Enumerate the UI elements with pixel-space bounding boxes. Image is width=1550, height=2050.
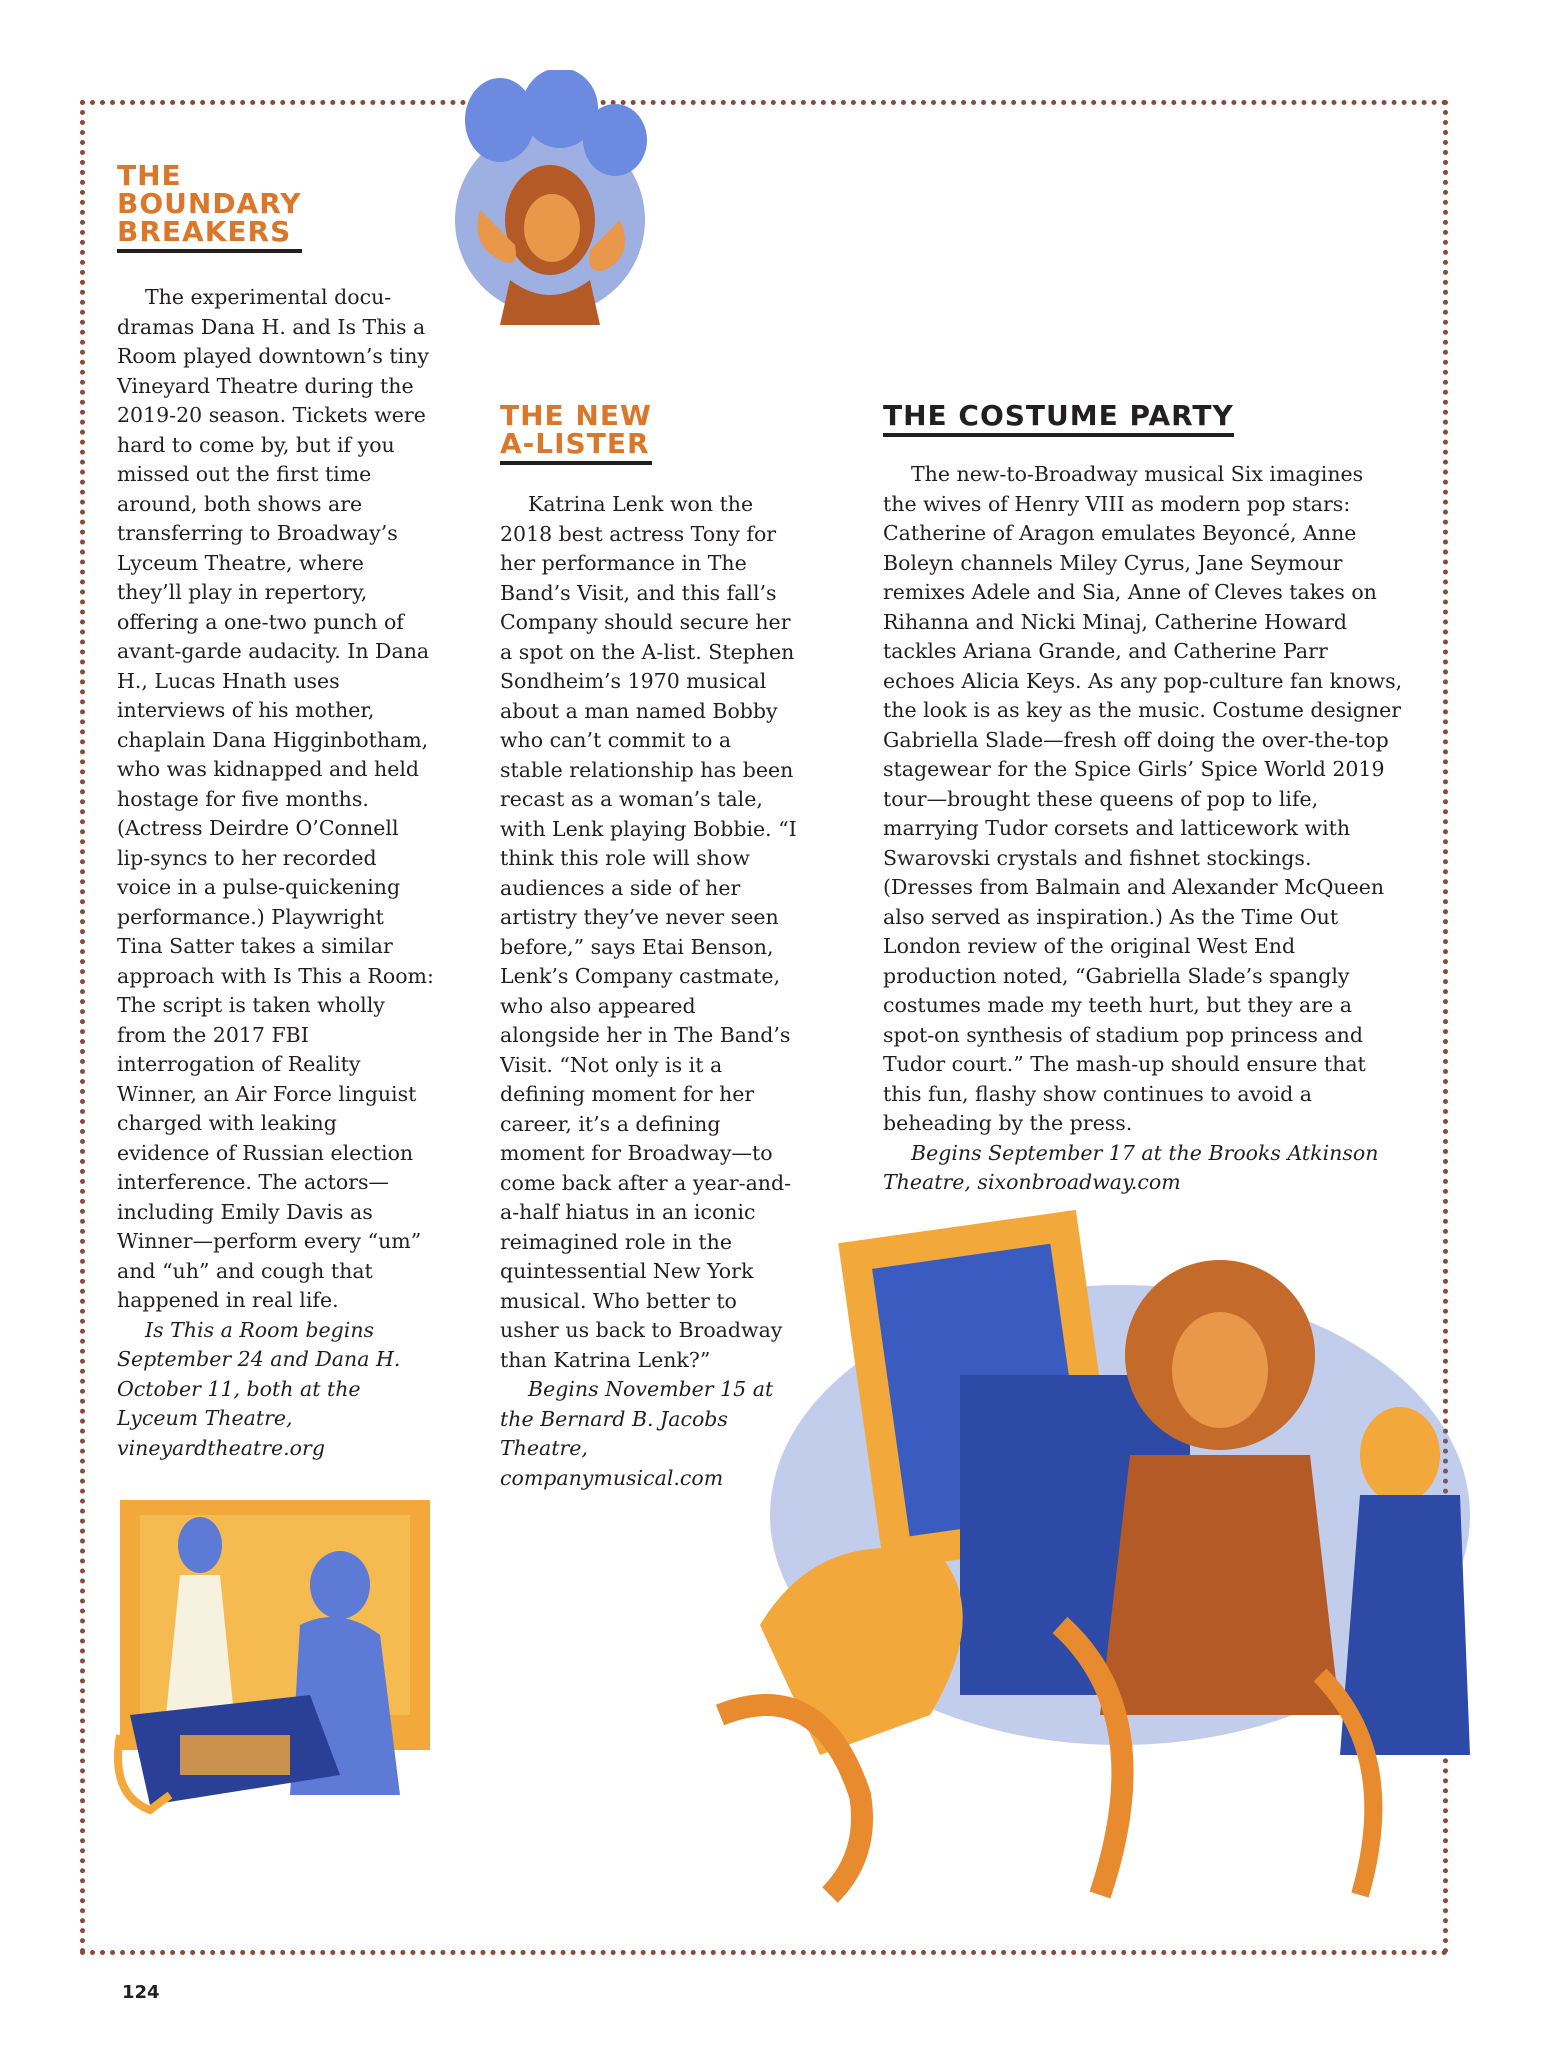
a-lister-illustration — [440, 70, 660, 330]
boundary-breakers-article — [117, 283, 435, 1463]
boundary-breakers-heading: THE BOUNDARY BREAKERS — [117, 162, 302, 253]
new-a-lister-credit: Begins November 15 at the Bernard B. Jacobs Theatre, companymusical.com — [500, 1377, 774, 1490]
costume-party-body: The new-to-Broadway musical Six imagines the wives of Henry VIII as modern pop stars: Catherine of Aragon emulates Beyoncé, Anne Boleyn channels Miley Cyrus, Jane Seymour remixes Adele and Sia, Anne of Cleves takes on Rihanna and Nicki Minaj, Catherine Howard tackles Ariana Grande, and Catherine Parr echoes Alicia Keys. As any pop-culture fan knows, the look is as key as the music. Costume designer Gabriella Slade—fresh off doing the over-the-top stagewear for the Spice Girls’ Spice World 2019 tour—brought these queens of pop to life, marrying Tudor corsets and latticework with Swarovski crystals and fishnet stockings. (Dresses from Balmain and Alexander McQueen also served as inspiration.) As the Time Out London review of the original West End production noted, “Gabriella Slade’s spangly costumes made my teeth hurt, but they are a spot-on synthesis of stadium pop princess and Tudor court.” The mash-up should ensure that this fun, flashy show continues to avoid a beheading by the press. — [883, 462, 1403, 1135]
boundary-breakers-illustration — [110, 1495, 440, 1815]
boundary-breakers-body: The experimental docu-dramas Dana H. and Is This a Room played downtown’s tiny Vineyard Theatre during the 2019-20 season. Tickets were hard to come by, but if you missed out the first time around, both shows are transferring to Broadway’s Lyceum Theatre, where they’ll play in repertory, offering a one-two punch of avant-garde audacity. In Dana H., Lucas Hnath uses interviews of his mother, chaplain Dana Higginbotham, who was kidnapped and held hostage for five months. (Actress Deirdre O’Connell lip-syncs to her recorded voice in a pulse-quickening performance.) Playwright Tina Satter takes a similar approach with Is This a Room: The script is taken wholly from the 2017 FBI interrogation of Reality Winner, an Air Force linguist charged with leaking evidence of Russian election interference. The actors—including Emily Davis as Winner—perform every “um” and “uh” and cough that happened in real life. — [117, 285, 434, 1312]
costume-party-article — [883, 460, 1403, 1198]
costume-party-heading: THE COSTUME PARTY — [883, 402, 1234, 437]
costume-party-illustration — [700, 1195, 1490, 1925]
new-a-lister-heading: THE NEW A-LISTER — [500, 402, 652, 465]
page-number: 124 — [122, 1982, 160, 2003]
boundary-breakers-credit: Is This a Room begins September 24 and Dana H. October 11, both at the Lyceum Theatre, vineyardtheatre.org — [117, 1317, 401, 1460]
new-a-lister-body: Katrina Lenk won the 2018 best actress Tony for her performance in The Band’s Visit, and this fall’s Company should secure her a spot on the A-list. Stephen Sondheim’s 1970 musical about a man named Bobby who can’t commit to a stable relationship has been recast as a woman’s tale, with Lenk playing Bobbie. “I think this role will show audiences a side of her artistry they’ve never seen before,” says Etai Benson, Lenk’s Company castmate, who also appeared alongside her in The Band’s Visit. “Not only is it a defining moment for her career, it’s a defining moment for Broadway—to come back after a year-and-a-half hiatus in an iconic reimagined role in the quintessential New York musical. Who better to usher us back to Broadway than Katrina Lenk?” — [500, 492, 797, 1372]
costume-party-credit: Begins September 17 at the Brooks Atkinson Theatre, sixonbroadway.com — [883, 1140, 1379, 1194]
